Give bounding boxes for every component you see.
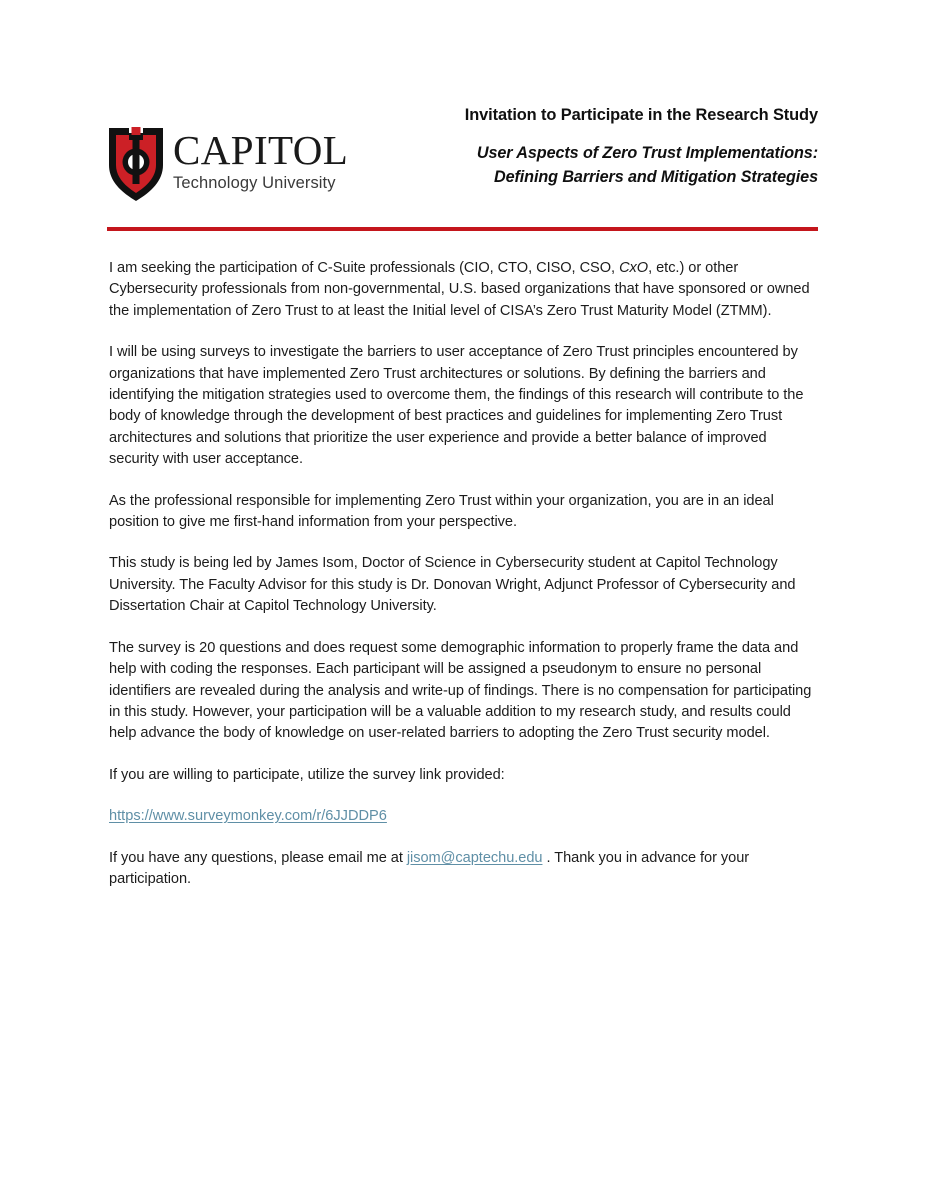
page-subtitle-line-1: User Aspects of Zero Trust Implementations: <box>476 144 818 163</box>
wordmark-capitol: CAPITOL <box>173 127 349 173</box>
document-header <box>107 104 818 214</box>
capitol-shield-logo-icon <box>107 124 165 204</box>
paragraph-study-leadership <box>109 553 817 617</box>
closing-text-after-email: . Thank you in advance for your participation. <box>109 849 750 887</box>
closing-text-before-email: If you have any questions, please email me at <box>109 849 407 866</box>
document-body <box>109 258 817 890</box>
body-text: The survey is 20 questions and does request some demographic information to properly frame the data and help with coding the responses. Each participant will be assigned a pseudonym to ensure no personal identifiers are revealed during the analysis and write-up of findings. There is no compensation for participating in this study. However, your participation will be a valuable addition to my research study, and results could help advance the body of knowledge on user-related barriers to adopting the Zero Trust security model. <box>109 639 812 742</box>
header-title-block <box>366 104 818 189</box>
page-subtitle-line-2: Defining Barriers and Mitigation Strategies <box>493 167 818 186</box>
paragraph-survey-invite <box>109 765 817 786</box>
page-title: Invitation to Participate in the Research Study <box>464 106 818 124</box>
paragraph-closing <box>109 848 817 891</box>
paragraph-survey-details <box>109 638 817 745</box>
survey-link-line <box>109 806 817 827</box>
page-subtitle <box>366 142 818 189</box>
body-text: , etc.) or other Cybersecurity professionals from non-governmental, U.S. based organizations that have sponsored or owned the implementation of Zero Trust to at least the Initial level of CISA’s Zero Trust Maturity Model (ZTMM). <box>109 260 810 319</box>
body-text: I will be using surveys to investigate the barriers to user acceptance of Zero Trust principles encountered by organizations that have implemented Zero Trust architectures or solutions. By defining the barriers and identifying the mitigation strategies used to overcome them, the findings of this research will contribute to the body of knowledge through the development of best practices and guidelines for implementing Zero Trust architectures and solutions that prioritize the user experience and provide a better balance of improved security with user acceptance. <box>109 344 804 468</box>
survey-link[interactable]: https://www.surveymonkey.com/r/6JJDDP6 <box>109 808 387 825</box>
university-branding <box>107 104 348 204</box>
university-wordmark <box>173 124 348 194</box>
emphasis-text: CxO <box>619 260 649 276</box>
body-text: If you are willing to participate, utilize the survey link provided: <box>109 766 505 783</box>
body-text: I am seeking the participation of C-Suite professionals (CIO, CTO, CISO, CSO, <box>109 260 620 276</box>
body-text: As the professional responsible for implementing Zero Trust within your organization, you are in an ideal position to give me first-hand information from your perspective. <box>109 492 774 531</box>
wordmark-technology-university: Technology University <box>173 174 336 193</box>
paragraph-research-purpose <box>109 342 817 470</box>
paragraph-invitation-rationale <box>109 491 817 534</box>
header-divider-rule <box>107 227 818 231</box>
paragraph-participation-criteria <box>109 258 817 322</box>
body-text: This study is being led by James Isom, Doctor of Science in Cybersecurity student at Capitol Technology University. The Faculty Advisor for this study is Dr. Donovan Wright, Adjunct Professor of Cybersecurity and Dissertation Chair at Capitol Technology University. <box>109 555 796 615</box>
email-link[interactable]: jisom@captechu.edu <box>406 849 543 866</box>
